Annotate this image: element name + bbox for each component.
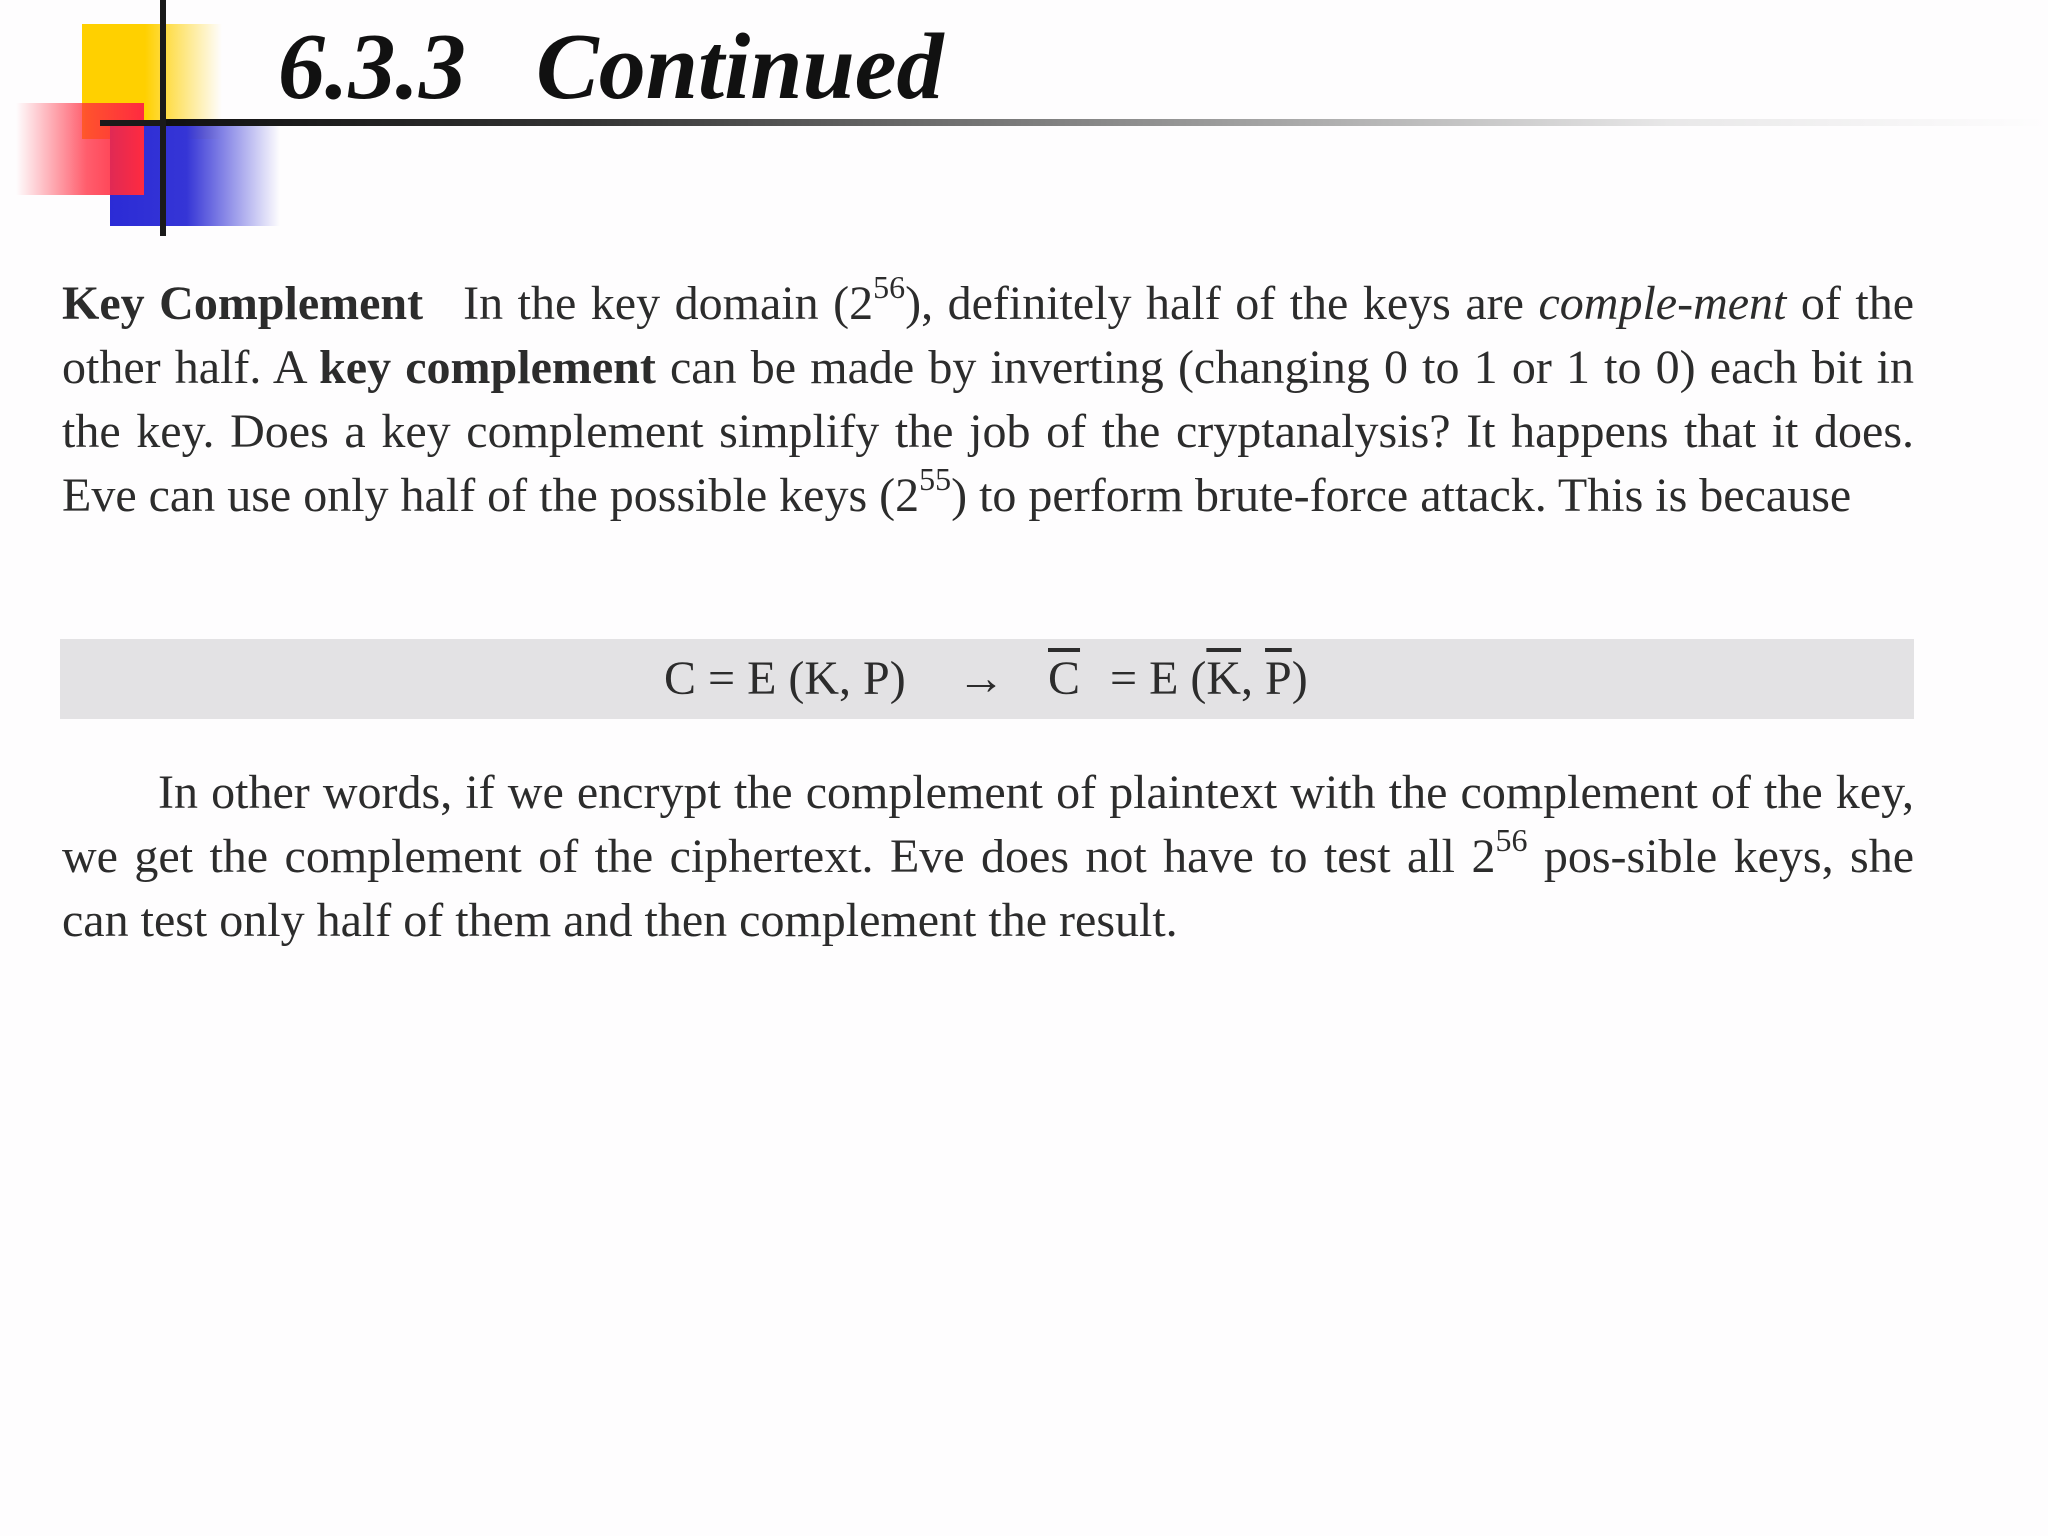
logo-vertical-bar xyxy=(160,0,166,236)
text-run: ), definitely half of the keys are xyxy=(905,277,1539,330)
term-key-complement: key complement xyxy=(319,341,656,394)
title-underline xyxy=(166,119,2048,126)
text-run: ) to perform brute-force attack. This is because xyxy=(951,469,1852,522)
section-title: Continued xyxy=(536,15,944,119)
text-run: In the key domain (2 xyxy=(463,277,874,330)
formula-p-complement: $\overline{P}$ xyxy=(1265,652,1292,705)
arrow-icon: → xyxy=(957,652,1005,705)
emphasis: comple-ment xyxy=(1538,277,1787,330)
superscript: 56 xyxy=(1495,822,1528,858)
text-run: can be made by inverting (changing 0 to 1 or 1 to 0) each bit in the key. Does a key complement simplify the job of the cryptanalysis? It happens that it does. Eve can use only half of the possible keys (2 xyxy=(62,341,1914,522)
superscript: 55 xyxy=(919,461,952,497)
paragraph-heading: Key Complement xyxy=(62,277,424,330)
text-run: In other words, if we encrypt the complement of plaintext with the complement of the key, we get the complement of the ciphertext. Eve does not have to test all 2 xyxy=(62,766,1914,883)
formula-separator: , xyxy=(1241,652,1266,705)
key-complement-paragraph xyxy=(62,269,1915,528)
formula-left: C = E (K, P) xyxy=(664,652,906,705)
formula-right-suffix: ) xyxy=(1291,652,1308,705)
superscript: 56 xyxy=(873,269,906,305)
formula-right xyxy=(1110,639,1308,719)
conclusion-paragraph xyxy=(62,761,1914,953)
text-run: of the other half. A xyxy=(62,277,1915,394)
formula-k-complement: $\overline{K}$ xyxy=(1206,652,1242,705)
formula-band xyxy=(60,639,1914,719)
slide-title xyxy=(278,12,944,122)
formula-right-prefix: = E ( xyxy=(1110,652,1207,705)
section-number: 6.3.3 xyxy=(278,15,466,119)
formula-c-complement: $\overline{C}$ xyxy=(1048,652,1081,705)
logo-red-square xyxy=(16,103,144,195)
text-run: pos-sible keys, she can test only half of them and then complement the result. xyxy=(62,830,1915,947)
